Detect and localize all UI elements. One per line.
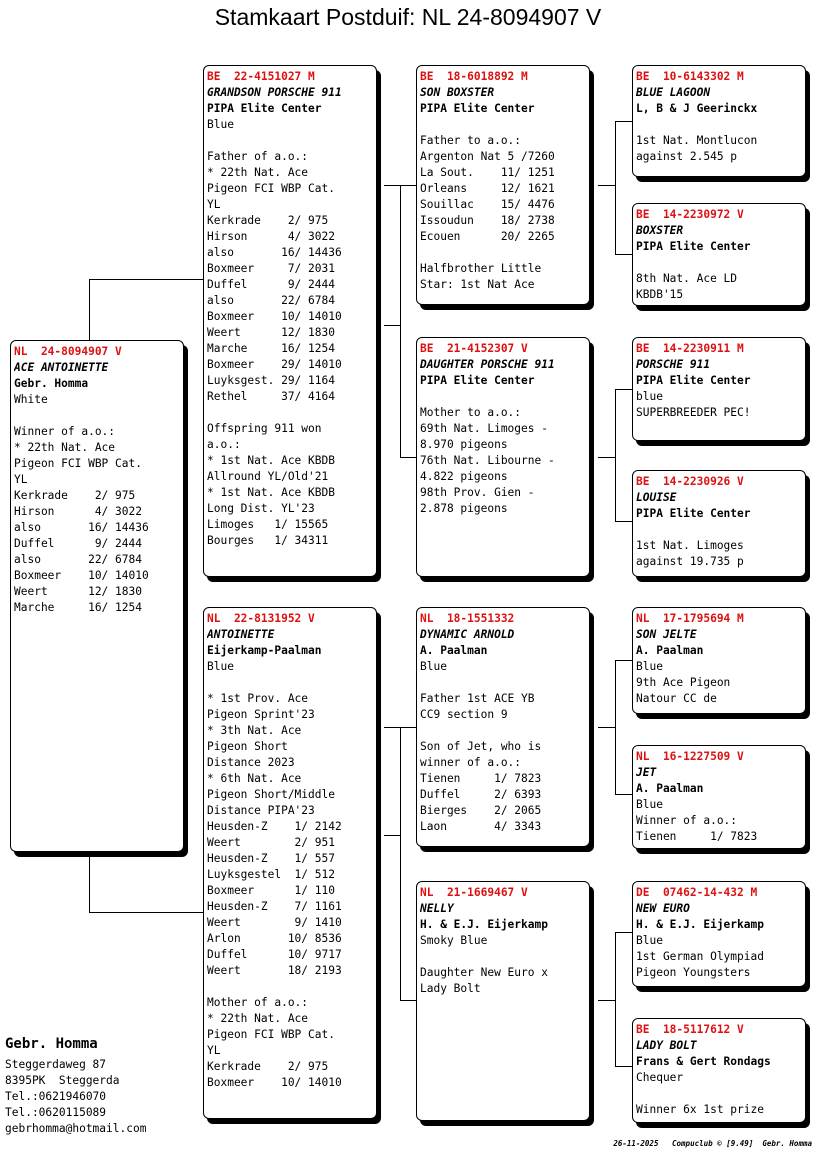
- note-line: winner of a.o.:: [420, 756, 522, 769]
- spacer: [636, 522, 802, 538]
- connector-line: [615, 660, 616, 795]
- connector-line: [615, 121, 616, 255]
- owner-name: Frans & Gert Rondags: [636, 1055, 771, 1068]
- ring-number: NL 24-8094907 V: [14, 345, 122, 358]
- note-line: Pigeon Short: [207, 740, 288, 753]
- spacer: [636, 255, 802, 271]
- note-line: Boxmeer 10/ 14010: [14, 569, 149, 582]
- pigeon-color: Blue: [636, 934, 663, 947]
- breeder-address: [5, 1035, 146, 1137]
- note-line: Tienen 1/ 7823: [636, 830, 758, 843]
- owner-name: A. Paalman: [420, 644, 488, 657]
- pigeon-card-ffm[interactable]: [632, 203, 806, 306]
- pigeon-name: BLUE LAGOON: [636, 86, 711, 99]
- owner-name: Eijerkamp-Paalman: [207, 644, 322, 657]
- note-line: also 22/ 6784: [14, 553, 142, 566]
- connector-line: [89, 279, 204, 280]
- owner-name: PIPA Elite Center: [420, 102, 535, 115]
- note-line: Kerkrade 2/ 975: [14, 489, 136, 502]
- note-line: Weert 2/ 951: [207, 836, 335, 849]
- pigeon-card-mother-father[interactable]: [416, 607, 590, 847]
- note-line: * 1st Nat. Ace KBDB: [207, 454, 335, 467]
- note-line: Pigeon FCI WBP Cat.: [207, 1028, 335, 1041]
- connector-line: [615, 660, 633, 661]
- connector-line: [89, 279, 90, 341]
- note-line: Duffel 9/ 2444: [207, 278, 335, 291]
- note-line: Bourges 1/ 34311: [207, 534, 329, 547]
- note-line: Tienen 1/ 7823: [420, 772, 542, 785]
- pigeon-color: Chequer: [636, 1071, 684, 1084]
- address-line: 8395PK Steggerda: [5, 1074, 120, 1087]
- pigeon-name: LOUISE: [636, 491, 677, 504]
- note-line: CC9 section 9: [420, 708, 508, 721]
- connector-line: [598, 185, 615, 186]
- spacer: [420, 389, 586, 405]
- note-line: 9th Ace Pigeon: [636, 676, 731, 689]
- note-line: 76th Nat. Libourne -: [420, 454, 555, 467]
- note-line: Laon 4/ 3343: [420, 820, 542, 833]
- owner-name: Gebr. Homma: [14, 377, 89, 390]
- ring-number: NL 18-1551332: [420, 612, 515, 625]
- ring-number: BE 18-5117612 V: [636, 1023, 744, 1036]
- owner-name: PIPA Elite Center: [636, 374, 751, 387]
- note-line: 8.970 pigeons: [420, 438, 508, 451]
- note-line: Boxmeer 29/ 14010: [207, 358, 342, 371]
- pigeon-name: JET: [636, 766, 657, 779]
- note-line: [420, 949, 586, 965]
- pigeon-color: blue: [636, 390, 663, 403]
- note-line: * 3th Nat. Ace: [207, 724, 302, 737]
- connector-line: [89, 912, 204, 913]
- note-line: Father 1st ACE YB: [420, 692, 535, 705]
- pigeon-card-mmm[interactable]: [632, 1018, 806, 1123]
- pigeon-card-mother[interactable]: [203, 607, 377, 1119]
- ring-number: NL 22-8131952 V: [207, 612, 315, 625]
- note-line: Star: 1st Nat Ace: [420, 278, 535, 291]
- connector-line: [598, 457, 615, 458]
- pigeon-name: SON JELTE: [636, 628, 697, 641]
- ring-number: NL 16-1227509 V: [636, 750, 744, 763]
- phone-line: Tel.:0621946070: [5, 1090, 107, 1103]
- owner-name: A. Paalman: [636, 782, 704, 795]
- note-line: against 19.735 p: [636, 555, 744, 568]
- note-line: SUPERBREEDER PEC!: [636, 406, 751, 419]
- note-line: Issoudun 18/ 2738: [420, 214, 555, 227]
- note-line: Kerkrade 2/ 975: [207, 1060, 329, 1073]
- note-line: Weert 12/ 1830: [207, 326, 335, 339]
- pigeon-color: Blue: [207, 118, 234, 131]
- connector-line: [400, 457, 417, 458]
- note-line: Boxmeer 1/ 110: [207, 884, 335, 897]
- note-line: 2.878 pigeons: [420, 502, 508, 515]
- note-line: [207, 133, 373, 149]
- note-line: * 6th Nat. Ace: [207, 772, 302, 785]
- ring-number: BE 22-4151027 M: [207, 70, 315, 83]
- note-line: * 1st Nat. Ace KBDB: [207, 486, 335, 499]
- note-line: Hirson 4/ 3022: [14, 505, 142, 518]
- connector-line: [615, 521, 633, 522]
- note-line: Father to a.o.:: [420, 134, 522, 147]
- note-line: Weert 12/ 1830: [14, 585, 142, 598]
- connector-line: [615, 389, 633, 390]
- note-line: * 1st Prov. Ace: [207, 692, 309, 705]
- note-line: Heusden-Z 1/ 2142: [207, 820, 342, 833]
- pigeon-card-fmm[interactable]: [632, 470, 806, 577]
- note-line: Orleans 12/ 1621: [420, 182, 555, 195]
- note-line: Winner of a.o.:: [636, 814, 738, 827]
- note-line: Son of Jet, who is: [420, 740, 542, 753]
- note-line: Heusden-Z 7/ 1161: [207, 900, 342, 913]
- pigeon-card-mff[interactable]: [632, 607, 806, 714]
- email-line[interactable]: gebrhomma@hotmail.com: [5, 1122, 147, 1135]
- note-line: YL: [207, 198, 221, 211]
- connector-line: [89, 851, 90, 913]
- note-line: [636, 1086, 802, 1102]
- ring-number: BE 10-6143302 M: [636, 70, 744, 83]
- note-line: * 22th Nat. Ace: [207, 166, 309, 179]
- phone-line: Tel.:0620115089: [5, 1106, 107, 1119]
- pigeon-name: DAUGHTER PORSCHE 911: [420, 358, 555, 371]
- note-line: Duffel 9/ 2444: [14, 537, 142, 550]
- note-line: Lady Bolt: [420, 982, 481, 995]
- note-line: Daughter New Euro x: [420, 966, 548, 979]
- ring-number: BE 14-2230911 M: [636, 342, 744, 355]
- ring-number: DE 07462-14-432 M: [636, 886, 758, 899]
- address-line: Steggerdaweg 87: [5, 1058, 107, 1071]
- note-line: Father of a.o.:: [207, 150, 309, 163]
- owner-name: PIPA Elite Center: [636, 507, 751, 520]
- connector-line: [598, 1000, 615, 1001]
- note-line: Offspring 911 won: [207, 422, 322, 435]
- pigeon-name: PORSCHE 911: [636, 358, 711, 371]
- note-line: Pigeon Youngsters: [636, 966, 751, 979]
- pigeon-color: Blue: [636, 660, 663, 673]
- note-line: Distance 2023: [207, 756, 295, 769]
- connector-line: [400, 1000, 417, 1001]
- ring-number: NL 17-1795694 M: [636, 612, 744, 625]
- ring-number: NL 21-1669467 V: [420, 886, 528, 899]
- pigeon-card-subject[interactable]: [10, 340, 184, 852]
- ring-number: BE 14-2230926 V: [636, 475, 744, 488]
- note-line: YL: [14, 473, 28, 486]
- note-line: also 16/ 14436: [14, 521, 149, 534]
- note-line: Limoges 1/ 15565: [207, 518, 329, 531]
- pigeon-color: White: [14, 393, 48, 406]
- owner-name: PIPA Elite Center: [207, 102, 322, 115]
- pigeon-name: SON BOXSTER: [420, 86, 495, 99]
- pigeon-color: Blue: [420, 660, 447, 673]
- note-line: Luyksgest. 29/ 1164: [207, 374, 335, 387]
- note-line: Heusden-Z 1/ 557: [207, 852, 335, 865]
- connector-line: [615, 389, 616, 522]
- pigeon-card-father-mother[interactable]: [416, 337, 590, 577]
- connector-line: [615, 121, 633, 122]
- owner-name: PIPA Elite Center: [636, 240, 751, 253]
- pigeon-name: DYNAMIC ARNOLD: [420, 628, 515, 641]
- owner-name: H. & E.J. Eijerkamp: [420, 918, 548, 931]
- note-line: [14, 408, 180, 424]
- note-line: Winner of a.o.:: [14, 425, 116, 438]
- note-line: Luyksgestel 1/ 512: [207, 868, 335, 881]
- note-line: Weert 18/ 2193: [207, 964, 342, 977]
- note-line: YL: [207, 1044, 221, 1057]
- connector-line: [598, 727, 615, 728]
- note-line: Kerkrade 2/ 975: [207, 214, 329, 227]
- note-line: Duffel 2/ 6393: [420, 788, 542, 801]
- owner-name: PIPA Elite Center: [420, 374, 535, 387]
- note-line: [207, 675, 373, 691]
- pigeon-name: NEW EURO: [636, 902, 690, 915]
- note-line: Boxmeer 10/ 14010: [207, 310, 342, 323]
- owner-name: L, B & J Geerinckx: [636, 102, 758, 115]
- note-line: Winner 6x 1st prize: [636, 1103, 764, 1116]
- note-line: [207, 405, 373, 421]
- note-line: Mother to a.o.:: [420, 406, 522, 419]
- pigeon-card-mfm[interactable]: [632, 745, 806, 849]
- pigeon-card-fmf[interactable]: [632, 337, 806, 441]
- note-line: against 2.545 p: [636, 150, 738, 163]
- pigeon-name: ACE ANTOINETTE: [14, 361, 109, 374]
- note-line: Long Dist. YL'23: [207, 502, 315, 515]
- pigeon-color: Smoky Blue: [420, 934, 488, 947]
- note-line: Halfbrother Little: [420, 262, 542, 275]
- note-line: 1st Nat. Montlucon: [636, 134, 758, 147]
- note-line: a.o.:: [207, 438, 241, 451]
- note-line: [207, 979, 373, 995]
- note-line: Souillac 15/ 4476: [420, 198, 555, 211]
- note-line: * 22th Nat. Ace: [207, 1012, 309, 1025]
- note-line: Pigeon Sprint'23: [207, 708, 315, 721]
- note-line: also 22/ 6784: [207, 294, 335, 307]
- note-line: 1st Nat. Limoges: [636, 539, 744, 552]
- note-line: [420, 723, 586, 739]
- breeder-name: Gebr. Homma: [5, 1036, 98, 1052]
- note-line: Mother of a.o.:: [207, 996, 309, 1009]
- connector-line: [615, 932, 616, 1067]
- connector-line: [400, 185, 401, 457]
- note-line: KBDB'15: [636, 288, 684, 301]
- note-line: Pigeon FCI WBP Cat.: [14, 457, 142, 470]
- note-line: Allround YL/Old'21: [207, 470, 329, 483]
- pigeon-name: NELLY: [420, 902, 454, 915]
- note-line: Marche 16/ 1254: [14, 601, 142, 614]
- note-line: [420, 245, 586, 261]
- note-line: 1st German Olympiad: [636, 950, 764, 963]
- connector-line: [615, 794, 633, 795]
- note-line: 69th Nat. Limoges -: [420, 422, 548, 435]
- connector-line: [615, 254, 633, 255]
- owner-name: H. & E.J. Eijerkamp: [636, 918, 764, 931]
- note-line: 98th Prov. Gien -: [420, 486, 535, 499]
- pigeon-name: ANTOINETTE: [207, 628, 275, 641]
- note-line: * 22th Nat. Ace: [14, 441, 116, 454]
- connector-line: [384, 325, 400, 326]
- note-line: Boxmeer 7/ 2031: [207, 262, 335, 275]
- note-line: [420, 675, 586, 691]
- note-line: Distance PIPA'23: [207, 804, 315, 817]
- pigeon-card-father[interactable]: [203, 65, 377, 577]
- note-line: Bierges 2/ 2065: [420, 804, 542, 817]
- note-line: La Sout. 11/ 1251: [420, 166, 555, 179]
- note-line: Pigeon Short/Middle: [207, 788, 335, 801]
- note-line: Boxmeer 10/ 14010: [207, 1076, 342, 1089]
- pigeon-card-fff[interactable]: [632, 65, 806, 177]
- owner-name: A. Paalman: [636, 644, 704, 657]
- note-line: also 16/ 14436: [207, 246, 342, 259]
- spacer: [420, 117, 586, 133]
- pigeon-card-mmf[interactable]: [632, 881, 806, 987]
- note-line: 8th Nat. Ace LD: [636, 272, 738, 285]
- note-line: Natour CC de: [636, 692, 717, 705]
- note-line: Ecouen 20/ 2265: [420, 230, 555, 243]
- pigeon-color: Blue: [636, 798, 663, 811]
- pigeon-name: BOXSTER: [636, 224, 684, 237]
- note-line: Duffel 10/ 9717: [207, 948, 342, 961]
- note-line: Rethel 37/ 4164: [207, 390, 335, 403]
- note-line: 4.822 pigeons: [420, 470, 508, 483]
- note-line: Marche 16/ 1254: [207, 342, 335, 355]
- spacer: [636, 117, 802, 133]
- connector-line: [615, 1066, 633, 1067]
- note-line: Arlon 10/ 8536: [207, 932, 342, 945]
- ring-number: BE 21-4152307 V: [420, 342, 528, 355]
- page-title: Stamkaart Postduif: NL 24-8094907 V: [214, 4, 602, 30]
- ring-number: BE 14-2230972 V: [636, 208, 744, 221]
- connector-line: [384, 835, 400, 836]
- note-line: Weert 9/ 1410: [207, 916, 342, 929]
- pigeon-card-mother-mother[interactable]: [416, 881, 590, 1121]
- footer-credits: 26-11-2025 Compuclub © [9.49] Gebr. Homma: [613, 1139, 812, 1148]
- note-line: Argenton Nat 5 /7260: [420, 150, 555, 163]
- note-line: Hirson 4/ 3022: [207, 230, 335, 243]
- connector-line: [615, 932, 633, 933]
- pigeon-name: GRANDSON PORSCHE 911: [207, 86, 342, 99]
- pigeon-color: Blue: [207, 660, 234, 673]
- note-line: Pigeon FCI WBP Cat.: [207, 182, 335, 195]
- pigeon-name: LADY BOLT: [636, 1039, 697, 1052]
- connector-line: [400, 727, 401, 1001]
- ring-number: BE 18-6018892 M: [420, 70, 528, 83]
- pigeon-card-father-father[interactable]: [416, 65, 590, 305]
